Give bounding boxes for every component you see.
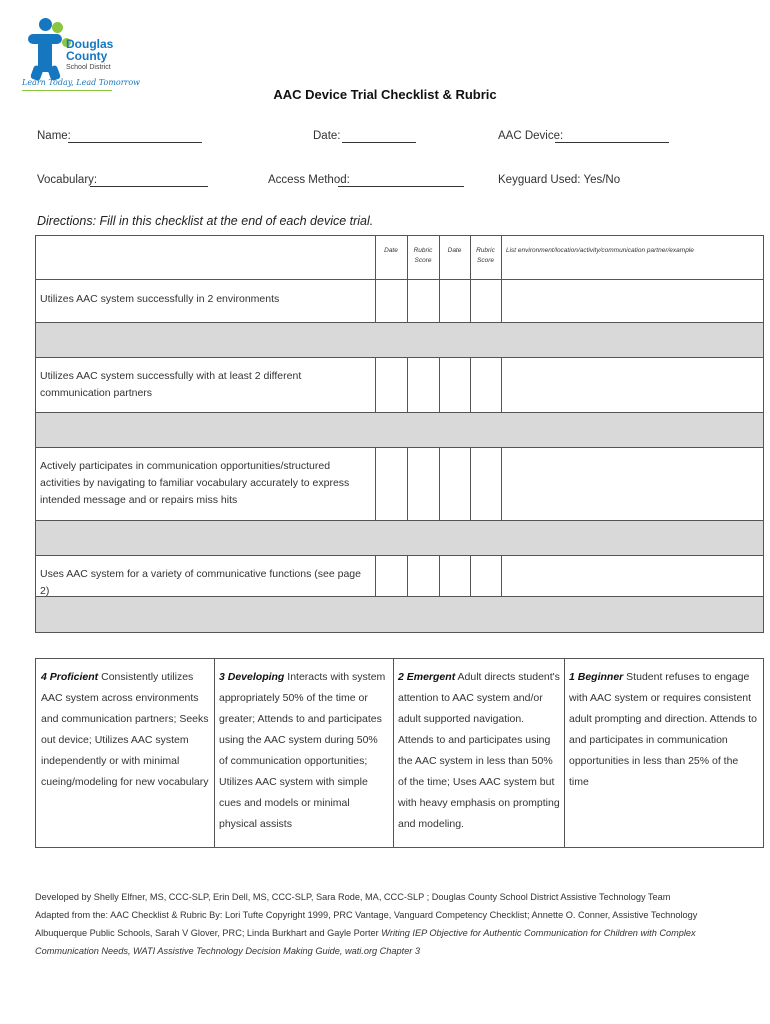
- header-rubric-score-2: Rubric Score: [476, 247, 495, 264]
- shaded-row: [36, 412, 763, 447]
- criterion-communicative-functions: Uses AAC system for a variety of communicative functions (see page 2): [40, 568, 361, 597]
- access-method-field[interactable]: [338, 186, 464, 187]
- date-field[interactable]: [342, 142, 416, 143]
- header-environment-notes: List environment/location/activity/communication partner/example: [506, 247, 694, 254]
- aac-device-label: AAC Device:: [498, 130, 564, 142]
- logo-tagline: Learn Today, Lead Tomorrow: [22, 78, 141, 87]
- page-title: AAC Device Trial Checklist & Rubric: [273, 87, 497, 102]
- rubric-level-proficient: 4 Proficient Consistently utilizes AAC system across environments and communication partners; Seeks out device; Utilizes AAC system independently or with minimal cueing/modeling for new vocabulary: [41, 671, 209, 788]
- logo-text-douglas: Douglas: [66, 37, 114, 51]
- date-label: Date:: [313, 130, 341, 142]
- footer-developed-by: Developed by Shelly Elfner, MS, CCC-SLP, Erin Dell, MS, CCC-SLP, Sara Rode, MA, CCC-SLP ; Douglas County School District Assistive Technology Team: [35, 892, 671, 902]
- shaded-row: [36, 322, 763, 357]
- keyguard-label: Keyguard Used: Yes/No: [498, 174, 621, 186]
- shaded-row: [36, 520, 763, 555]
- header-date-1: Date: [384, 247, 398, 254]
- rubric-table: [35, 658, 764, 848]
- header-rubric-score-1: Rubric Score: [413, 247, 433, 264]
- logo-text-county: County: [66, 49, 108, 63]
- rubric-level-emergent: 2 Emergent Adult directs student's attention to AAC system and/or adult supported navigation. Attends to and participates using the AAC system in less than 50% of the time; Uses AAC system but with heavy emphasis on prompting and modeling.: [398, 671, 560, 830]
- directions-text: Directions: Fill in this checklist at the end of each device trial.: [37, 214, 374, 228]
- aac-device-field[interactable]: [555, 142, 669, 143]
- header-date-2: Date: [447, 247, 462, 254]
- criterion-environments: Utilizes AAC system successfully in 2 environments: [40, 293, 280, 305]
- rubric-level-developing: 3 Developing Interacts with system appropriately 50% of the time or greater; Attends to and participates using the AAC system during 50% of communication opportunities; Utilizes AAC system with simple cues and models or minimal physical assists: [219, 671, 386, 830]
- criterion-active-participation: Actively participates in communication opportunities/structured activities by navigating to familiar vocabulary accurately to express intended message and or repairs miss hits: [40, 460, 350, 506]
- footer-credits: [35, 888, 745, 960]
- name-field[interactable]: [68, 142, 202, 143]
- shaded-row: [36, 596, 763, 632]
- name-label: Name:: [37, 130, 71, 142]
- rubric-level-beginner: 1 Beginner Student refuses to engage with AAC system or requires consistent adult prompting and direction. Attends to and participates in communication opportunities in less than 25% of the time: [569, 671, 757, 788]
- vocabulary-label: Vocabulary:: [37, 174, 98, 186]
- logo-text-school-district: School District: [66, 64, 111, 71]
- access-method-label: Access Method:: [268, 174, 350, 186]
- checklist-table: [35, 235, 764, 633]
- criterion-communication-partners: Utilizes AAC system successfully with at least 2 different communication partners: [40, 370, 302, 399]
- vocabulary-field[interactable]: [90, 186, 208, 187]
- footer-adapted-from: Adapted from the: AAC Checklist & Rubric By: Lori Tufte Copyright 1999, PRC Vantage, Vanguard Competency Checklist; Annette O. Conner, Assistive Technology Albuquerque Public Schools, Sarah V Glover, PRC; Linda Burkhart and Gayle Porter Writing IEP Objective for Authentic Communication for Children with Complex Communication Needs, WATI Assistive Technology Decision Making Guide, wati.org Chapter 3: [35, 910, 698, 956]
